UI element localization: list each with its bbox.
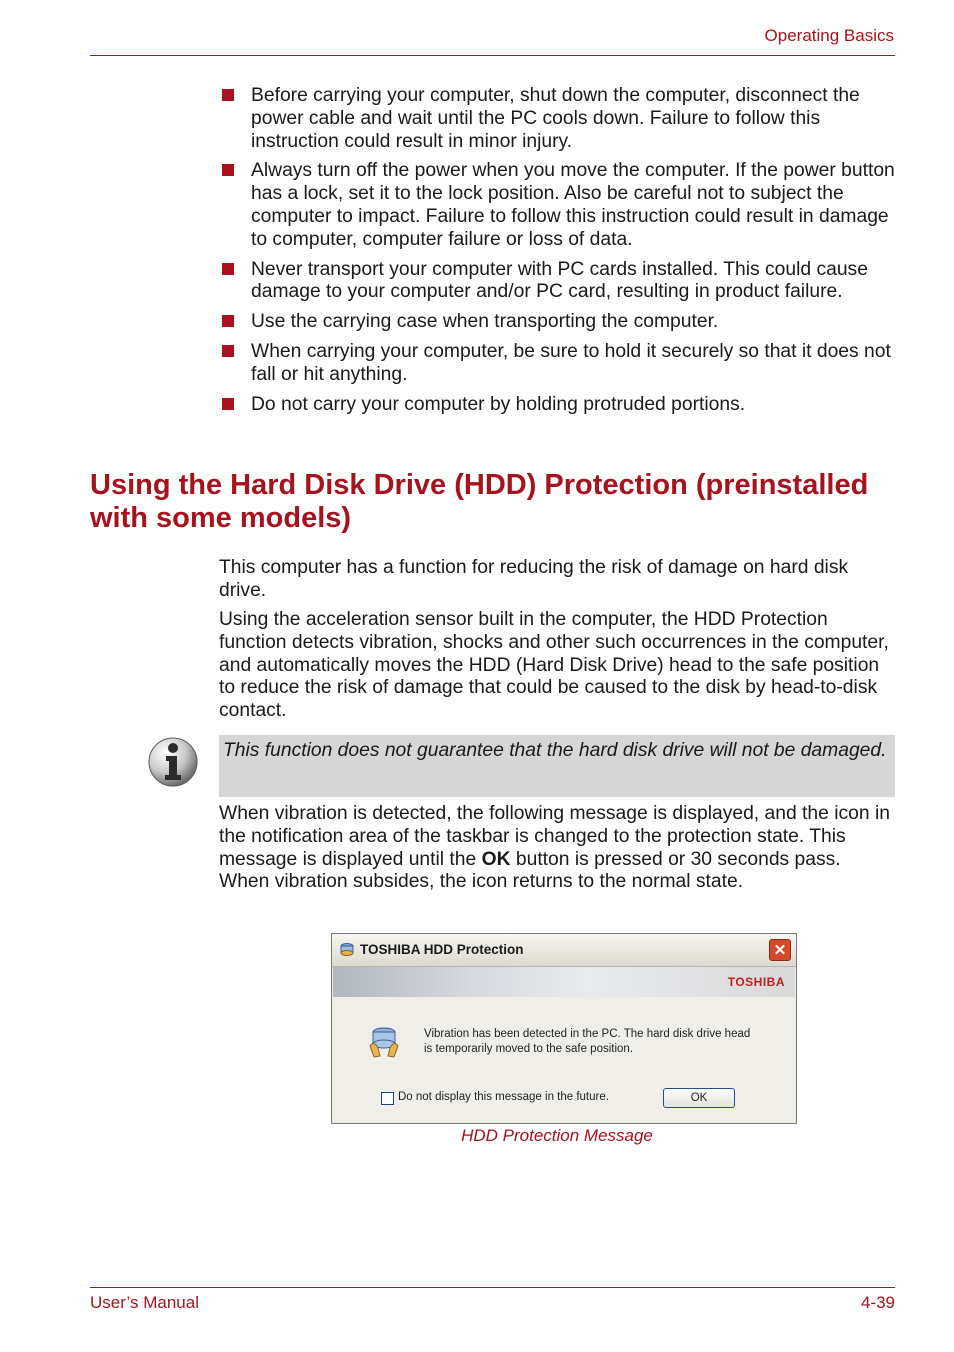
paragraph-sensor: Using the acceleration sensor built in the computer, the HDD Protection function detects vibration, shocks and other such occurrences in the computer, and automatically moves the HDD (Hard Disk Drive) head to the safe position to reduce the risk of damage that could be caused to the disk by head-to-disk contact. (219, 609, 889, 722)
bullet-square-icon (222, 164, 234, 176)
toshiba-logo: TOSHIBA (727, 975, 785, 989)
bullet-square-icon (222, 345, 234, 357)
list-item (219, 311, 899, 334)
bullet-list (219, 85, 899, 423)
paragraph-vibration (219, 803, 895, 894)
bullet-square-icon (222, 315, 234, 327)
footer-rule (90, 1287, 895, 1288)
bullet-text: Before carrying your computer, shut down the computer, disconnect the power cable and wait until the PC cools down. Failure to follow this instruction could result in minor injury. (251, 85, 860, 152)
note-text: This function does not guarantee that the hard disk drive will not be damaged. (223, 740, 887, 761)
list-item (219, 341, 899, 387)
dialog-titlebar (332, 934, 796, 967)
ok-button[interactable]: OK (663, 1088, 735, 1108)
section-heading: Using the Hard Disk Drive (HDD) Protection (preinstalled with some models) (90, 469, 869, 534)
dialog-message: Vibration has been detected in the PC. The hard disk drive head is temporarily moved to the safe position. (424, 1028, 751, 1055)
footer-manual-title: User’s Manual (90, 1293, 199, 1312)
list-item (219, 85, 899, 153)
ok-keyword: OK (481, 848, 511, 870)
paragraph-intro: This computer has a function for reducing the risk of damage on hard disk drive. (219, 557, 849, 601)
paragraph-vibration-part1: When vibration is detected, the following message is displayed, and the icon in the notification area of the taskbar is changed to the protection state. This message is displayed until the (219, 803, 890, 870)
hdd-protection-dialog (331, 933, 797, 1124)
bullet-text: Use the carrying case when transporting the computer. (251, 311, 719, 333)
hdd-protection-icon (338, 941, 356, 959)
list-item (219, 259, 899, 305)
paragraph-vibration-part2: button is pressed or 30 seconds pass. When vibration subsides, the icon returns to the normal state. (219, 848, 841, 893)
page-number: 4-39 (860, 1293, 895, 1312)
note-box (219, 735, 895, 797)
bullet-square-icon (222, 398, 234, 410)
bullet-text: Never transport your computer with PC cards installed. This could cause damage to your computer and/or PC card, resulting in product failure. (251, 258, 868, 303)
figure-caption: HDD Protection Message (461, 1126, 653, 1145)
list-item (219, 160, 899, 251)
bullet-text: Do not carry your computer by holding protruded portions. (251, 393, 746, 415)
hdd-protection-icon (366, 1024, 402, 1060)
checkbox-label: Do not display this message in the future. (398, 1091, 609, 1103)
bullet-text: Always turn off the power when you move the computer. If the power button has a lock, set it to the lock position. Also be careful not to subject the computer to impact. Failure to follow this instruction could result in damage to computer, computer failure or loss of data. (251, 160, 895, 250)
bullet-text: When carrying your computer, be sure to hold it securely so that it does not fall or hit anything. (251, 340, 891, 385)
bullet-square-icon (222, 263, 234, 275)
header-rule (90, 55, 895, 56)
header-section-title: Operating Basics (764, 26, 894, 45)
dialog-title: TOSHIBA HDD Protection (360, 942, 524, 957)
bullet-square-icon (222, 89, 234, 101)
info-icon (147, 736, 199, 788)
dialog-banner (333, 967, 795, 997)
close-button[interactable]: ✕ (769, 939, 791, 961)
dialog-body (333, 997, 795, 1122)
list-item (219, 394, 899, 417)
do-not-display-checkbox[interactable] (381, 1092, 394, 1105)
